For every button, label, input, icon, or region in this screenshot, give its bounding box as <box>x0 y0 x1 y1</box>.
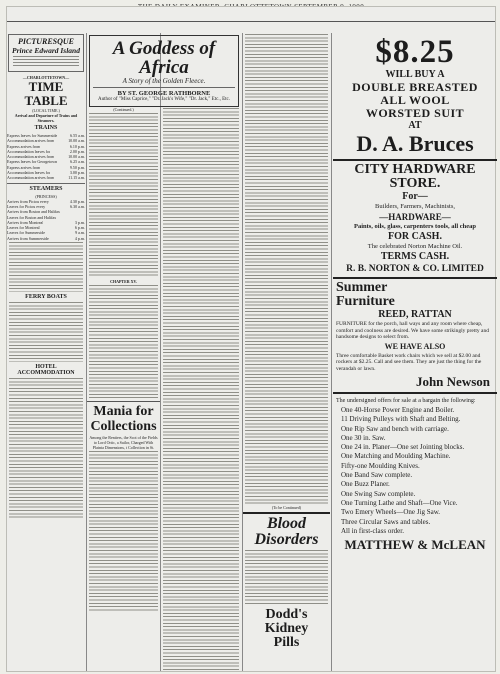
steamer-time: 3 p.m. <box>74 219 85 225</box>
charlottetown-label: —CHARLOTTETOWN— <box>22 75 70 80</box>
steamer-time: 6.30 a.m. <box>70 203 85 209</box>
sale-item: One Swing Saw complete. <box>341 489 416 498</box>
sale-items <box>333 406 497 536</box>
hardware-label: —HARDWARE— <box>379 212 451 222</box>
body-text <box>9 242 83 292</box>
sale-item: All in first-class order. <box>341 526 404 535</box>
terms-cash-text: TERMS CASH. <box>380 251 450 262</box>
all-wool-text: ALL WOOL <box>380 93 450 107</box>
steamers-sub: (PRINCESS) <box>35 193 57 199</box>
steamer-label: Arrives from Pictou every <box>7 198 49 204</box>
dodds-heading-2: Kidney <box>264 621 309 636</box>
train-label: Accommodation arrives from <box>7 175 55 181</box>
sale-item: One Matching and Moulding Machine. <box>341 452 451 461</box>
body-text <box>163 108 239 671</box>
train-row <box>7 175 85 180</box>
column-rule <box>331 33 332 671</box>
to-be-continued: (To be Continued) <box>271 505 302 510</box>
pei-heading: Prince Edward Island <box>12 46 80 55</box>
continued-label: (Continued.) <box>113 107 134 112</box>
ferry-heading: FERRY BOATS <box>25 294 67 301</box>
steamer-time: 9 a.m. <box>75 230 85 236</box>
steamer-label: Arrives from Summerside <box>7 235 49 241</box>
train-label: Accommodation arrives from <box>7 138 55 144</box>
steamers-list <box>7 199 85 241</box>
furniture-heading: Furniture <box>336 294 395 309</box>
matthew-mclean: MATTHEW & McLEAN <box>344 537 486 553</box>
story-title: A Goddess of Africa <box>112 38 216 78</box>
dodds-heading-1: Dodd's <box>265 607 308 622</box>
for-label: For— <box>402 191 428 202</box>
steamer-time: 4.30 p.m. <box>69 198 85 204</box>
train-time: 2.00 p.m. <box>69 148 85 154</box>
story-column-a <box>87 107 160 671</box>
divider <box>333 159 497 161</box>
furniture-text: FURNITURE for the porch, hall ways and any room where cheap, comfort and coolness are desired. We have some strikingly pretty and handsome designs to select from. <box>336 321 489 340</box>
sale-item: One Band Saw complete. <box>341 471 413 480</box>
story-title-box <box>89 35 239 107</box>
train-time: 6.10 p.m. <box>69 143 85 149</box>
timetable-title: TIME TABLE <box>24 79 68 108</box>
body-text <box>245 34 328 504</box>
train-label: Express leaves for Summerside <box>7 133 58 138</box>
train-label: Express arrives from <box>7 164 41 170</box>
train-time: 9.50 p.m. <box>69 164 85 170</box>
dodds-heading-3: Pills <box>273 635 300 650</box>
price-text: $8.25 <box>375 34 455 70</box>
sale-item: Three Circular Saws and tables. <box>341 517 431 526</box>
body-text <box>245 550 328 606</box>
picturesque-heading: PICTURESQUE <box>17 37 74 46</box>
train-time: 6.55 a.m. <box>70 133 85 138</box>
store-name: D. A. Bruces <box>356 131 474 156</box>
local-time-label: (LOCAL TIME.) <box>32 108 60 113</box>
steamer-label: Arrives from Montreal <box>7 219 44 225</box>
train-time: 10.00 a.m. <box>68 154 85 160</box>
body-text <box>89 113 158 278</box>
train-label: Express leaves for Georgetown <box>7 159 58 165</box>
body-text <box>13 56 79 68</box>
norton-company: R. B. NORTON & CO. LIMITED <box>346 264 484 274</box>
chapter-heading: CHAPTER XV. <box>110 279 137 284</box>
timetable-heading-block <box>7 75 85 123</box>
newson-name: John Newson <box>415 374 490 389</box>
blood-heading-1: Blood <box>266 515 307 532</box>
steamers-heading: STEAMERS <box>29 185 63 192</box>
author-note: Author of "Miss Caprice," "Dr. Jack's Wife," "Dr. Jack," Etc., Etc. <box>98 97 230 102</box>
trains-heading: TRAINS <box>34 125 58 131</box>
steamer-label: Leaves for Summerside <box>7 230 45 236</box>
divider <box>333 392 497 394</box>
divider <box>93 87 235 88</box>
body-text <box>89 285 158 400</box>
newson-ad <box>333 281 497 389</box>
train-time: 6.25 a.m. <box>70 159 85 165</box>
train-time: 11.15 a.m. <box>68 175 85 181</box>
hardware-store-name: CITY HARDWARE STORE. <box>354 162 476 191</box>
mania-article <box>87 401 160 611</box>
sale-item: One Buzz Planer. <box>341 480 390 489</box>
reed-rattan: REED, RATTAN <box>378 309 452 320</box>
head-rule <box>7 21 495 22</box>
mania-title: Mania for Collections <box>90 404 157 434</box>
paints-text: Paints, oils, glass, carpenters tools, all cheap <box>353 223 477 230</box>
sale-item: One Turning Lathe and Shaft—One Vice. <box>341 498 458 507</box>
at-text: AT <box>408 120 422 131</box>
sale-intro: The undersigned offers for sale at a bargain the following: <box>336 398 476 404</box>
train-time: 3.00 p.m. <box>69 170 85 176</box>
sale-ad <box>333 396 497 552</box>
divider <box>243 512 330 514</box>
steamer-label: Leaves for Boston and Halifax <box>7 214 57 220</box>
train-label: Accommodation arrives from <box>7 154 55 160</box>
steamer-label: Leaves for Montreal <box>7 225 40 231</box>
steamer-label: Leaves for Pictou every <box>7 203 46 209</box>
hotels-heading: HOTEL ACCOMMODATION <box>17 364 75 377</box>
we-have-also: WE HAVE ALSO <box>384 341 446 351</box>
summer-heading: Summer <box>336 280 388 295</box>
will-buy-text: WILL BUY A <box>385 69 445 80</box>
sale-item: Fifty-one Moulding Knives. <box>341 461 420 470</box>
train-time: 10.00 a.m. <box>68 138 85 144</box>
double-breasted-text: DOUBLE BREASTED <box>352 80 478 94</box>
train-label: Accommodation leaves for <box>7 170 51 176</box>
builders-text: Builders, Farmers, Machinists, <box>375 203 455 210</box>
divider <box>7 183 85 184</box>
divider <box>333 277 497 279</box>
also-text: Three comfortable Basket work chairs which we sell at $2.00 and rockers at $2.25. Call and see them. They are just the thing for the verandah or lawn. <box>336 352 482 372</box>
norton-oil-text: The celebrated Norton Machine Oil. <box>367 243 463 250</box>
hardware-ad <box>333 163 497 275</box>
sale-item: One Rip Saw and bench with carriage. <box>341 424 449 433</box>
advertisement-column <box>333 33 497 671</box>
story-column-b <box>161 107 241 671</box>
sale-item: One 40-Horse Power Engine and Boiler. <box>341 406 455 414</box>
for-cash-text: FOR CASH. <box>388 231 442 242</box>
pei-ad <box>8 34 84 72</box>
steamer-row <box>7 236 85 241</box>
story-column-c <box>243 33 330 671</box>
steamer-time: 6 p.m. <box>74 225 85 231</box>
worsted-suit-text: WORSTED SUIT <box>365 106 465 120</box>
sale-item: 11 Driving Pulleys with Shaft and Belting. <box>341 415 461 424</box>
body-text <box>9 378 83 518</box>
sale-item: One 30 in. Saw. <box>341 433 386 442</box>
steamer-time: 4 p.m. <box>74 235 85 241</box>
trains-list <box>7 133 85 181</box>
story-byline: BY ST. GEORGE RATHBORNE <box>117 90 211 97</box>
timetable-column <box>7 33 85 671</box>
bruce-ad <box>333 33 497 157</box>
train-label: Accommodation leaves for <box>7 148 51 154</box>
body-text <box>89 451 158 611</box>
steamer-label: Arrives from Boston and Halifax <box>7 209 60 215</box>
story-subtitle: A Story of the Golden Fleece. <box>122 77 206 85</box>
sale-item: Two Emery Wheels—One Jig Saw. <box>341 508 441 517</box>
sale-item: One 24 in. Planer—One set Jointing blocks. <box>341 443 465 452</box>
body-text <box>9 302 83 362</box>
blood-heading-2: Disorders <box>254 531 319 548</box>
arrival-departure-label: Arrival and Departure of Trains and Steamers. <box>14 113 78 123</box>
mania-subhead: Among the Rentiers, the Scot of the Fields to Lord Ortic, a Sailor, Charged With Plainta Dimensions, t Collection in St. <box>89 435 158 450</box>
train-label: Express arrives from <box>7 143 41 149</box>
newspaper-page <box>6 6 496 672</box>
